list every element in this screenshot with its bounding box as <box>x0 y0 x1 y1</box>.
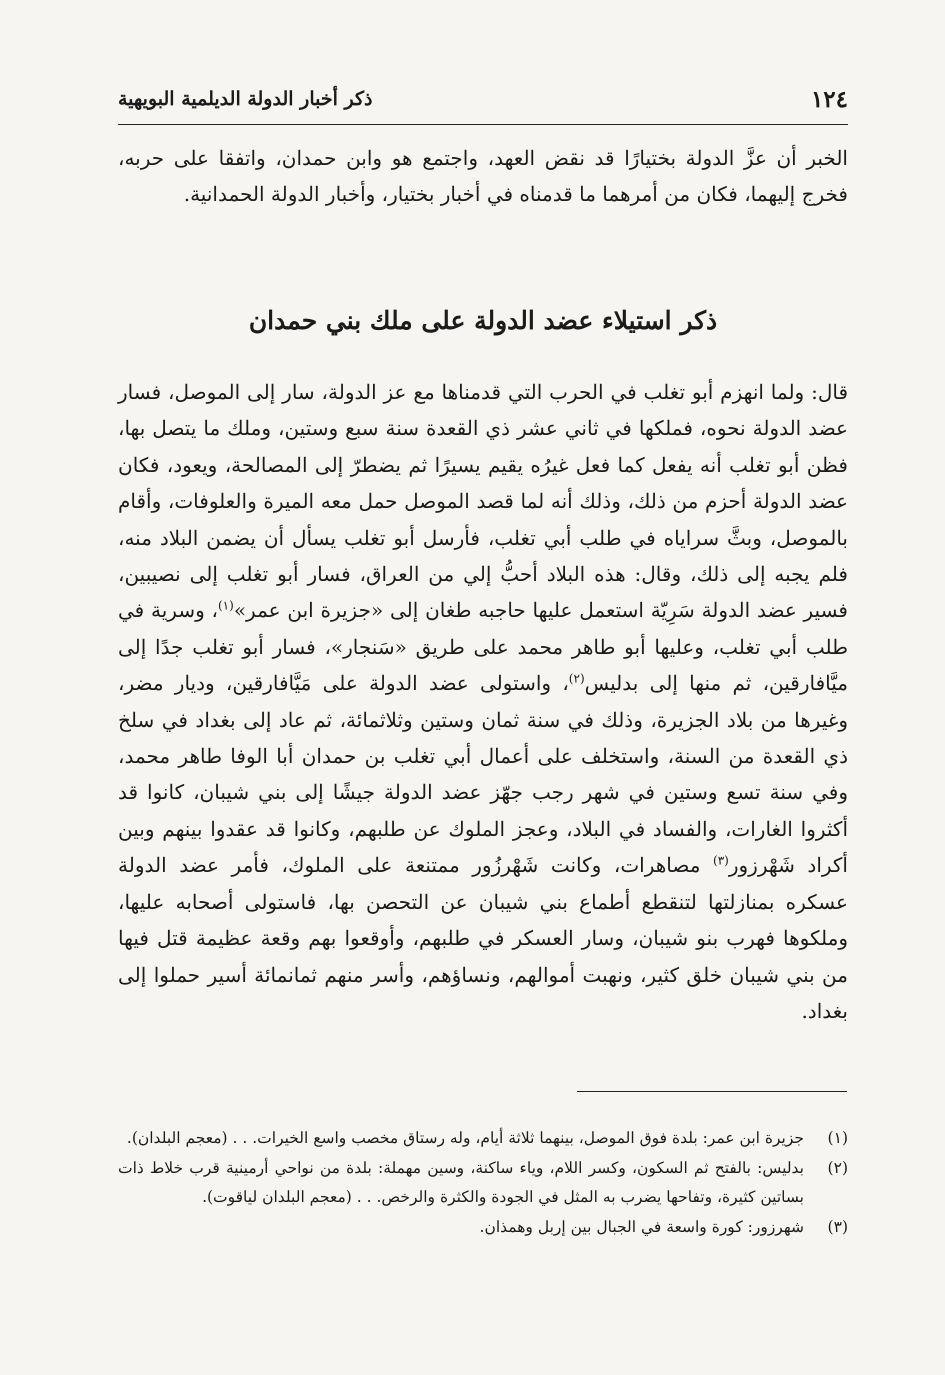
footnote-divider <box>577 1091 847 1092</box>
header-divider <box>118 124 848 125</box>
page-number: ١٢٤ <box>810 86 848 113</box>
section-heading: ذكر استيلاء عضد الدولة على ملك بني حمدان <box>248 306 718 335</box>
intro-paragraph: الخبر أن عزَّ الدولة بختيارًا قد نقض العهد، واجتمع هو وابن حمدان، واتفقا على حربه، فخرج إليهما، فكان من أمرهما ما قدمناه في أخبار بختيار، وأخبار الدولة الحمدانية. <box>118 146 848 207</box>
paragraph-text: ، واستولى عضد الدولة على مَيَّافارقين، وديار مضر، وغيرها من بلاد الجزيرة، وذلك في سنة ثمان وستين وثلاثمائة، ثم عاد إلى بغداد في سلخ ذي القعدة من السنة، واستخلف على أعمال أبي تغلب بن حمدان أبا الوفا طاهر محمد، وفي سنة تسع وستين في شهر رجب جهّز عضد الدولة جيشًا إلى بني شيبان، كانوا قد أكثروا الغارات، والفساد في البلاد، وعجز الملوك عن طلبهم، وكانوا قد عقدوا بينهم وبين أكراد شَهْرزور <box>118 671 848 878</box>
paragraph-text: ، وسرية في طلب أبي تغلب، وعليها أبو طاهر محمد على طريق «سَنجار»، فسار أبو تغلب جدًا إلى ميَّافارقين، ثم منها إلى بدليس <box>118 598 849 696</box>
running-title: ذكر أخبار الدولة الديلمية البويهية <box>118 88 373 110</box>
footnote-number: (١) <box>827 1129 848 1147</box>
main-paragraph <box>118 374 848 1029</box>
footnotes <box>118 1124 848 1242</box>
footnote-ref-1[interactable]: (١) <box>217 598 234 613</box>
footnote-text: بدليس: بالفتح ثم السكون، وكسر اللام، وياء ساكنة، وسين مهملة: بلدة من نواحي أرمينية قرب خلاط ذات بساتين كثيرة، وتفاحها يضرب به المثل في الجودة والكثرة والرخص. . . (معجم البلدان لياقوت). <box>118 1158 804 1206</box>
footnote-1 <box>118 1124 848 1154</box>
footnote-number: (٣) <box>827 1217 848 1236</box>
footnote-ref-2[interactable]: (٢) <box>568 671 585 686</box>
footnote-ref-3[interactable]: (٣) <box>713 853 729 868</box>
footnote-text: شهرزور: كورة واسعة في الجبال بين إربل وهمذان. <box>479 1217 804 1236</box>
page-header <box>118 84 848 122</box>
footnote-text: جزيرة ابن عمر: بلدة فوق الموصل، بينهما ثلاثة أيام، وله رستاق مخصب واسع الخيرات. . . (معجم البلدان). <box>126 1129 804 1147</box>
paragraph-text: قال: ولما انهزم أبو تغلب في الحرب التي قدمناها مع عز الدولة، سار إلى الموصل، فسار عضد الدولة نحوه، فملكها في ثاني عشر ذي القعدة سنة سبع وستين، وملك ما يتصل بها، فظن أبو تغلب أنه يفعل كما فعل غيرُه يقيم يسيرًا ثم يضطرّ إلى المصالحة، ويعود، فكان عضد الدولة أحزم من ذلك، وذلك أنه لما قصد الموصل حمل معه الميرة والعلوفات، وأقام بالموصل، وبثَّ سراياه في طلب أبي تغلب، فأرسل أبو تغلب يسأل أن يضمن البلاد منه، فلم يجبه إلى ذلك، وقال: هذه البلاد أحبُّ إلي من العراق، فسار أبو تغلب إلى نصيبين، فسير عضد الدولة سَرِيّة استعمل عليها حاجبه طغان إلى «جزيرة ابن عمر» <box>118 380 848 623</box>
footnote-2 <box>118 1154 848 1213</box>
footnote-3 <box>118 1213 848 1243</box>
footnote-number: (٢) <box>827 1158 848 1177</box>
paragraph-text: مصاهرات، وكانت شَهْرزُور ممتنعة على الملوك، فأمر عضد الدولة عسكره بمنازلتها لتنقطع أطماع بني شيبان عن التحصن بها، فاستولى أصحابه عليها، وملكوها فهرب بنو شيبان، وسار العسكر في طلبهم، وأوقعوا بهم وقعة عظيمة قتل فيها من بني شيبان خلق كثير، ونهبت أموالهم، ونساؤهم، وأسر منهم ثمانمائة أسير حملوا إلى بغداد. <box>118 853 848 1023</box>
